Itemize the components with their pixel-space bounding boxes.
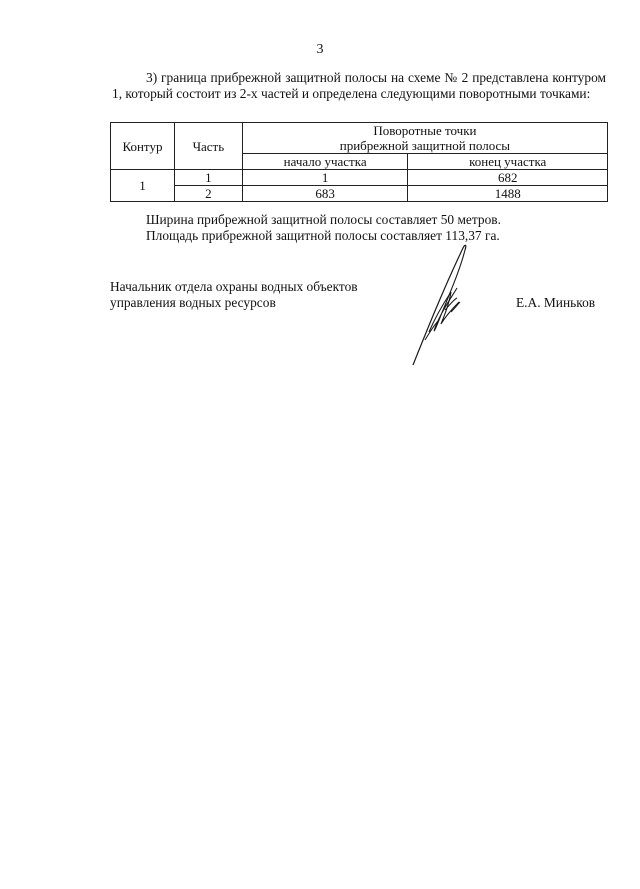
cell-contour: 1 bbox=[111, 170, 175, 202]
cell-start: 683 bbox=[242, 186, 408, 202]
signer-position-line2: управления водных ресурсов bbox=[110, 295, 276, 310]
cell-start: 1 bbox=[242, 170, 408, 186]
header-turning-points-line1: Поворотные точки bbox=[373, 123, 477, 138]
table-header-row bbox=[111, 123, 608, 154]
signer-name: Е.А. Миньков bbox=[516, 295, 596, 310]
cell-part: 2 bbox=[174, 186, 242, 202]
cell-end: 1488 bbox=[408, 186, 608, 202]
handwritten-signature bbox=[405, 240, 485, 370]
width-statement: Ширина прибрежной защитной полосы составляет 50 метров. bbox=[146, 212, 501, 227]
header-start: начало участка bbox=[242, 154, 408, 170]
header-contour: Контур bbox=[111, 123, 175, 170]
header-turning-points bbox=[242, 123, 607, 154]
signer-position-line1: Начальник отдела охраны водных объектов bbox=[110, 279, 358, 294]
header-part: Часть bbox=[174, 123, 242, 170]
cell-end: 682 bbox=[408, 170, 608, 186]
page-number: 3 bbox=[316, 42, 324, 57]
table-row bbox=[111, 186, 608, 202]
area-statement: Площадь прибрежной защитной полосы составляет 113,37 га. bbox=[146, 228, 500, 243]
turning-points-table bbox=[110, 122, 608, 202]
signer-position bbox=[110, 279, 358, 311]
header-turning-points-line2: прибрежной защитной полосы bbox=[339, 138, 511, 153]
table-row bbox=[111, 170, 608, 186]
intro-paragraph: 3) граница прибрежной защитной полосы на схеме № 2 представлена контуром 1, который состоит из 2-х частей и определена следующими поворотными точками: bbox=[112, 70, 606, 101]
cell-part: 1 bbox=[174, 170, 242, 186]
header-end: конец участка bbox=[408, 154, 608, 170]
